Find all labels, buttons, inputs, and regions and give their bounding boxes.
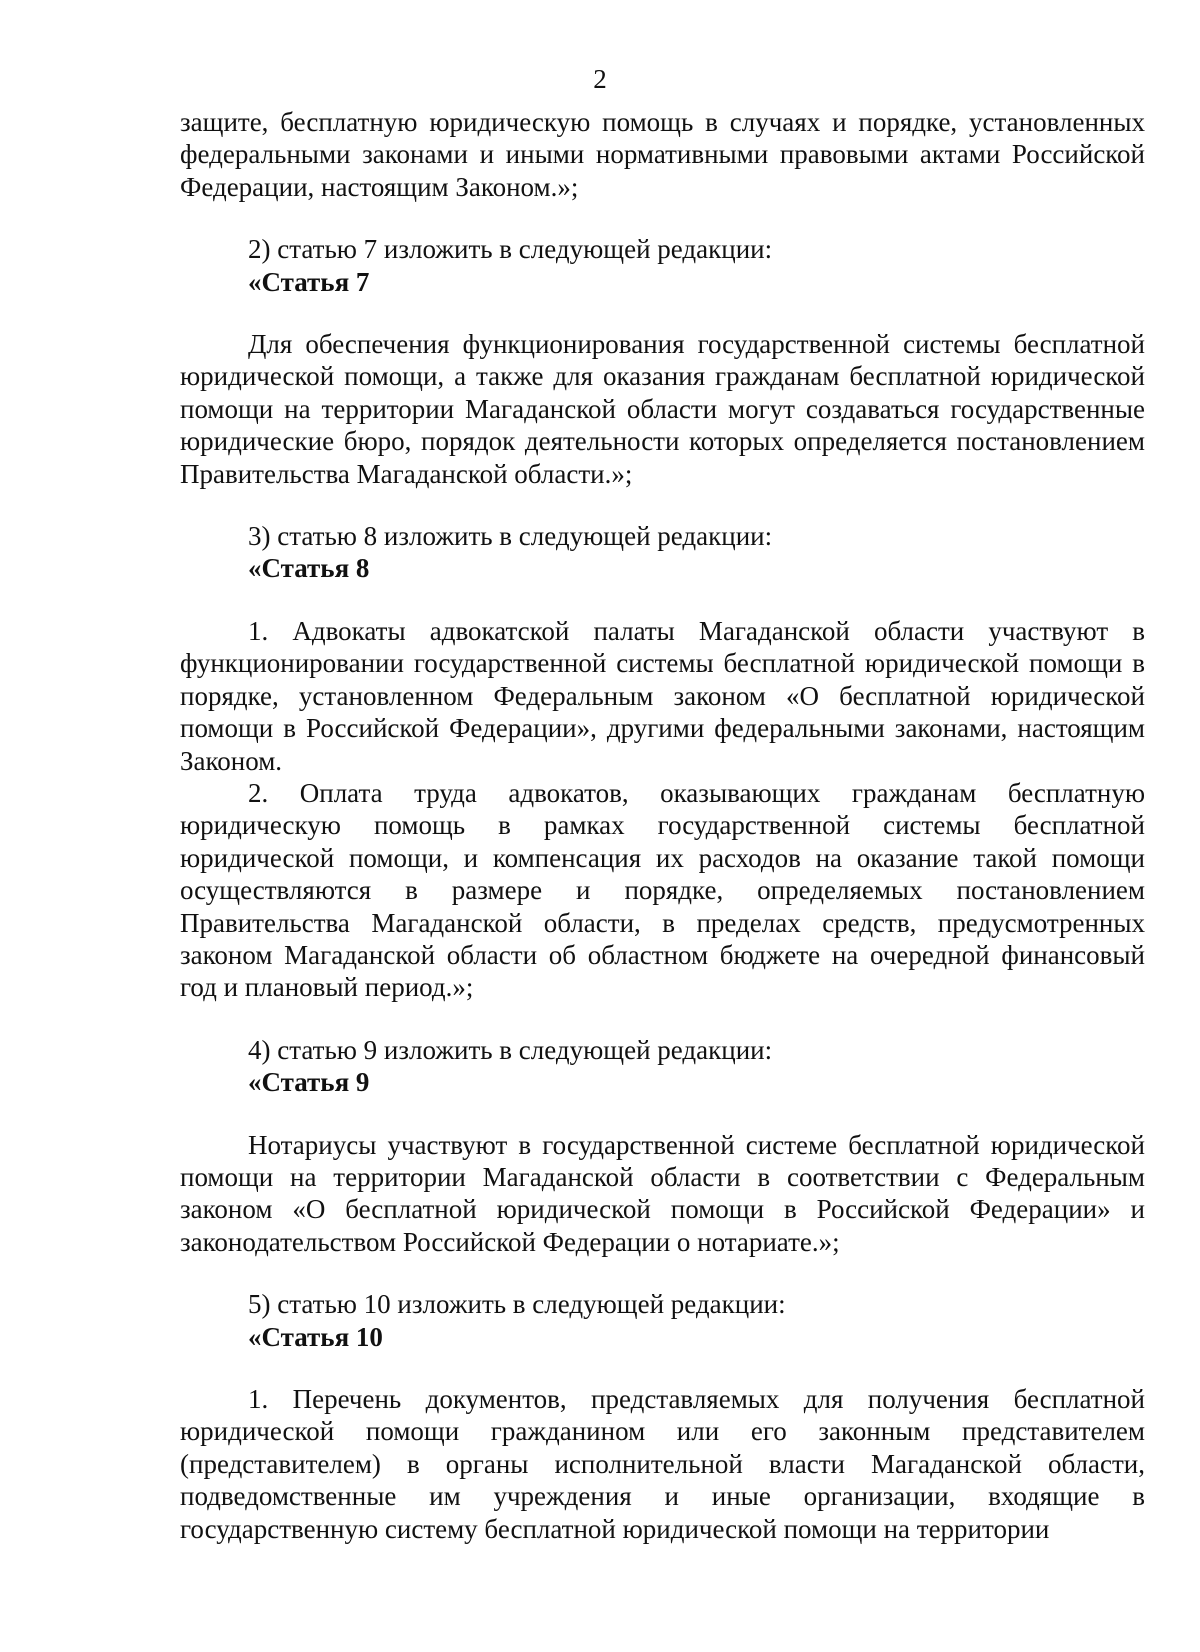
article-8-heading: «Статья 8 (248, 553, 370, 584)
article-9-heading: «Статья 9 (248, 1067, 370, 1098)
amendment-item-4-intro: 4) статью 9 изложить в следующей редакции: (248, 1034, 773, 1065)
amendment-item-5-intro: 5) статью 10 изложить в следующей редакции: (248, 1289, 786, 1320)
amendment-item-2-intro: 2) статью 7 изложить в следующей редакции: (248, 234, 773, 265)
amendment-item-3-intro: 3) статью 8 изложить в следующей редакции: (248, 521, 773, 552)
page-number: 2 (593, 64, 607, 94)
article-10-part-1: 1. Перечень документов, представляемых для получения бесплатной юридической помощи гражданином или его законным представителем (представителем) в органы исполнительной власти Магаданской области, подведомственные им учреждения и иные организации, входящие в государственную систему бесплатной юридической помощи на территории (180, 1384, 1145, 1544)
document-body (180, 106, 1145, 1545)
paragraph-continuation: защите, бесплатную юридическую помощь в случаях и порядке, установленных федеральными законами и иными нормативными правовыми актами Российской Федерации, настоящим Законом.»; (180, 107, 1145, 202)
article-10-heading: «Статья 10 (248, 1321, 383, 1352)
article-8-part-2: 2. Оплата труда адвокатов, оказывающих гражданам бесплатную юридическую помощь в рамках государственной системы бесплатной юридической помощи, и компенсация их расходов на оказание такой помощи осуществляются в размере и порядке, определяемых постановлением Правительства Магаданской области, в пределах средств, предусмотренных законом Магаданской области об областном бюджете на очередной финансовый год и плановый период.»; (180, 777, 1145, 1003)
article-8-part-1: 1. Адвокаты адвокатской палаты Магаданской области участвуют в функционировании государственной системы бесплатной юридической помощи в порядке, установленном Федеральным законом «О бесплатной юридической помощи в Российской Федерации», другими федеральными законами, настоящим Законом. (180, 615, 1145, 776)
article-7-heading: «Статья 7 (248, 266, 370, 297)
article-9-text: Нотариусы участвуют в государственной системе бесплатной юридической помощи на территории Магаданской области в соответствии с Федеральным законом «О бесплатной юридической помощи в Российской Федерации» и законодательством Российской Федерации о нотариате.»; (180, 1129, 1145, 1257)
article-7-text: Для обеспечения функционирования государственной системы бесплатной юридической помощи, а также для оказания гражданам бесплатной юридической помощи на территории Магаданской области могут создаваться государственные юридические бюро, порядок деятельности которых определяется постановлением Правительства Магаданской области.»; (180, 329, 1145, 489)
